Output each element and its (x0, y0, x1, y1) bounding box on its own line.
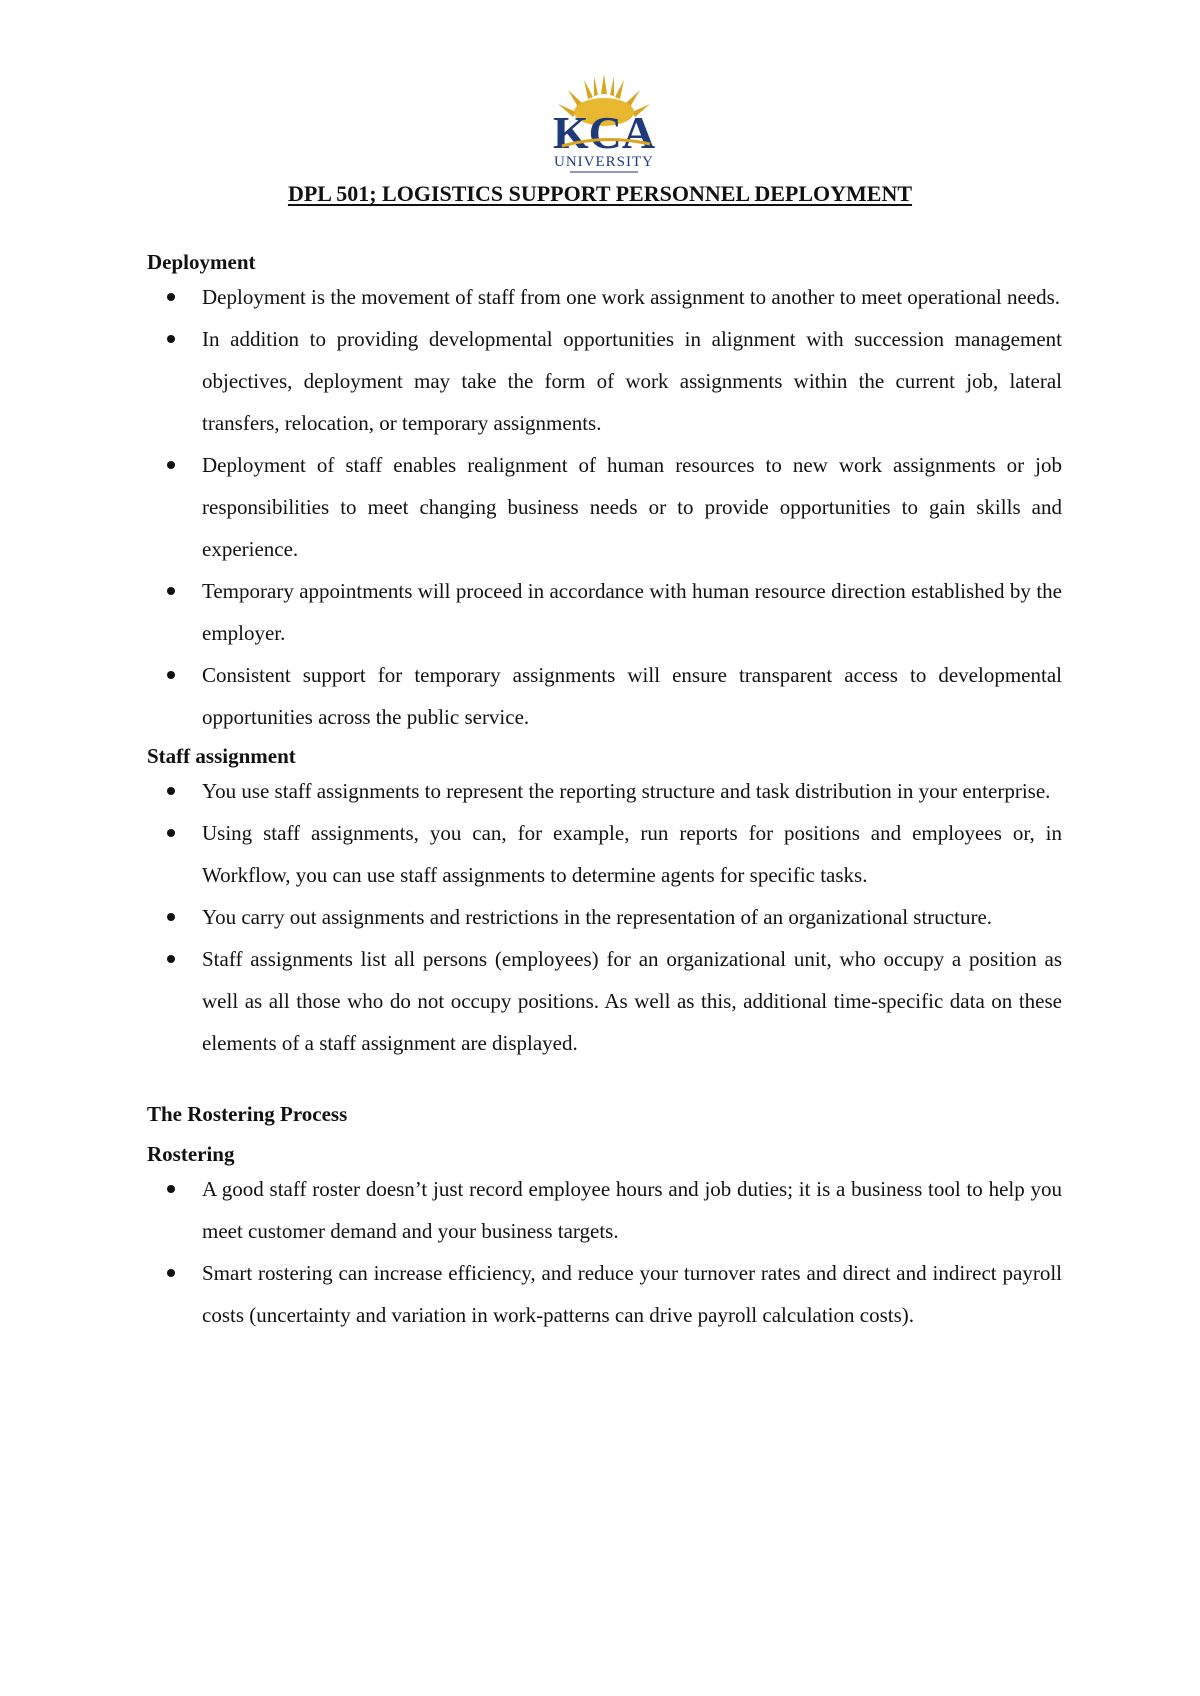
list-item: Deployment is the movement of staff from one work assignment to another to meet operational needs. (147, 276, 1062, 318)
list-item: Deployment of staff enables realignment of human resources to new work assignments or job responsibilities to meet changing business needs or to provide opportunities to gain skills and experience. (147, 444, 1062, 570)
bullet-icon (167, 787, 175, 795)
document-title: DPL 501; LOGISTICS SUPPORT PERSONNEL DEPLOYMENT (287, 181, 913, 206)
svg-text:KCA: KCA (552, 107, 656, 158)
staff-assignment-list (147, 770, 1062, 1064)
list-item: In addition to providing developmental opportunities in alignment with succession management objectives, deployment may take the form of work assignments within the current job, lateral transfers, relocation, or temporary assignments. (147, 318, 1062, 444)
list-item: Temporary appointments will proceed in accordance with human resource direction established by the employer. (147, 570, 1062, 654)
section-heading-rostering-process: The Rostering Process (147, 1102, 348, 1126)
list-item: Smart rostering can increase efficiency, and reduce your turnover rates and direct and indirect payroll costs (uncertainty and variation in work-patterns can drive payroll calculation costs). (147, 1252, 1062, 1336)
list-item: You use staff assignments to represent the reporting structure and task distribution in your enterprise. (147, 770, 1062, 812)
list-item: Consistent support for temporary assignments will ensure transparent access to developmental opportunities across the public service. (147, 654, 1062, 738)
university-logo (540, 72, 668, 176)
bullet-icon (167, 1185, 175, 1193)
svg-text:UNIVERSITY: UNIVERSITY (554, 154, 654, 170)
bullet-icon (167, 829, 175, 837)
bullet-icon (167, 671, 175, 679)
deployment-list (147, 276, 1062, 738)
bullet-icon (167, 293, 175, 301)
list-item: Using staff assignments, you can, for example, run reports for positions and employees or, in Workflow, you can use staff assignments to determine agents for specific tasks. (147, 812, 1062, 896)
subheading-rostering: Rostering (147, 1142, 235, 1166)
bullet-icon (167, 587, 175, 595)
list-item: A good staff roster doesn’t just record employee hours and job duties; it is a business tool to help you meet customer demand and your business targets. (147, 1168, 1062, 1252)
bullet-icon (167, 955, 175, 963)
bullet-icon (167, 913, 175, 921)
list-item: Staff assignments list all persons (employees) for an organizational unit, who occupy a position as well as all those who do not occupy positions. As well as this, additional time-specific data on these elements of a staff assignment are displayed. (147, 938, 1062, 1064)
bullet-icon (167, 461, 175, 469)
bullet-icon (167, 1269, 175, 1277)
bullet-icon (167, 335, 175, 343)
document-body (147, 248, 1062, 1336)
list-item: You carry out assignments and restrictions in the representation of an organizational structure. (147, 896, 1062, 938)
sunburst-logo-icon (540, 72, 668, 176)
rostering-list (147, 1168, 1062, 1336)
section-heading-deployment: Deployment (147, 250, 256, 274)
section-heading-staff-assignment: Staff assignment (147, 744, 296, 768)
